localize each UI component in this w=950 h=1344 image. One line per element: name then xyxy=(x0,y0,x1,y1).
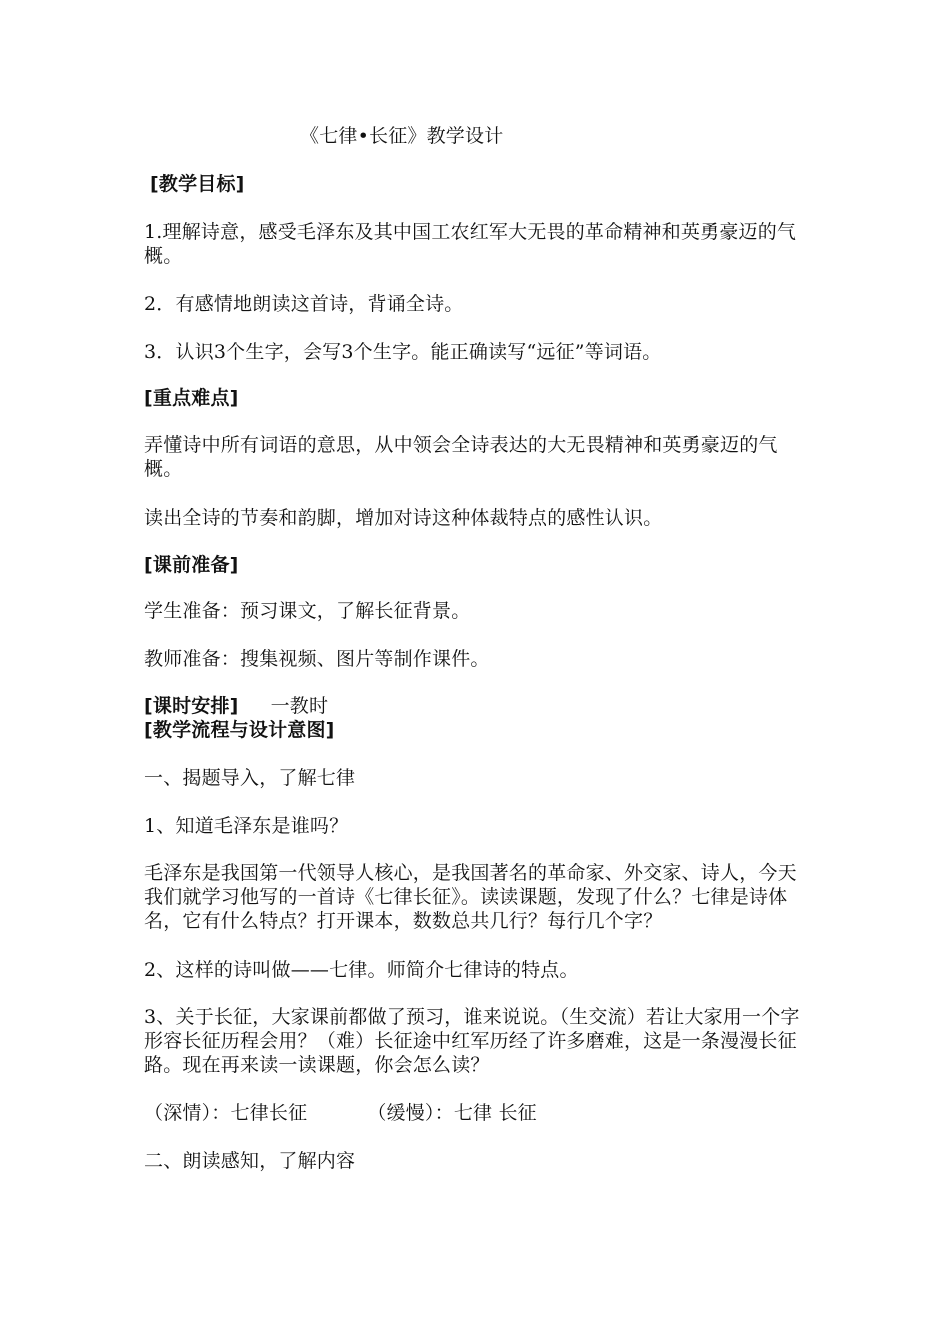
reading-slow: （缓慢）：七律 长征 xyxy=(367,1102,537,1124)
step2-title: 二、朗读感知，了解内容 xyxy=(144,1150,356,1172)
step1-question-2: 2、这样的诗叫做——七律。师简介七律诗的特点。 xyxy=(144,959,579,981)
process-heading: [教学流程与设计意图] xyxy=(144,719,335,741)
objective-3: 3．认识3个生字，会写3个生字。能正确读写“远征”等词语。 xyxy=(144,341,662,363)
schedule-value: 一教时 xyxy=(270,695,329,717)
schedule-row xyxy=(144,694,814,718)
step1-question-1: 1、知道毛泽东是谁吗？ xyxy=(144,815,349,837)
step1-title: 一、揭题导入，了解七律 xyxy=(144,767,356,789)
reading-deep: （深情）：七律长征 xyxy=(144,1102,308,1124)
keypoints-heading: [重点难点] xyxy=(144,387,239,409)
prep-teacher: 教师准备：搜集视频、图片等制作课件。 xyxy=(144,648,490,670)
keypoint-2: 读出全诗的节奏和韵脚，增加对诗这种体裁特点的感性认识。 xyxy=(144,507,663,529)
document-title: 《七律•长征》教学设计 xyxy=(300,125,504,147)
objective-2: 2．有感情地朗读这首诗，背诵全诗。 xyxy=(144,293,464,315)
schedule-heading: [课时安排] xyxy=(144,695,239,717)
step1-question-3: 3、关于长征，大家课前都做了预习，谁来说说。（生交流）若让大家用一个字形容长征历程会用？（难）长征途中红军历经了许多磨难，这是一条漫漫长征路。现在再来读一读课题，你会怎么读？ xyxy=(144,1006,800,1076)
prep-heading: [课前准备] xyxy=(144,554,239,576)
objectives-heading: [教学目标] xyxy=(150,173,245,195)
step1-paragraph-1: 毛泽东是我国第一代领导人核心，是我国著名的革命家、外交家、诗人，今天我们就学习他写的一首诗《七律长征》。读读课题，发现了什么？七律是诗体名，它有什么特点？打开课本，数数总共几行？每行几个字？ xyxy=(144,862,797,932)
keypoint-1: 弄懂诗中所有词语的意思，从中领会全诗表达的大无畏精神和英勇豪迈的气概。 xyxy=(144,434,778,480)
objective-1: 1.理解诗意，感受毛泽东及其中国工农红军大无畏的革命精神和英勇豪迈的气概。 xyxy=(144,221,797,267)
prep-students: 学生准备：预习课文，了解长征背景。 xyxy=(144,600,471,622)
reading-row xyxy=(144,1101,814,1125)
